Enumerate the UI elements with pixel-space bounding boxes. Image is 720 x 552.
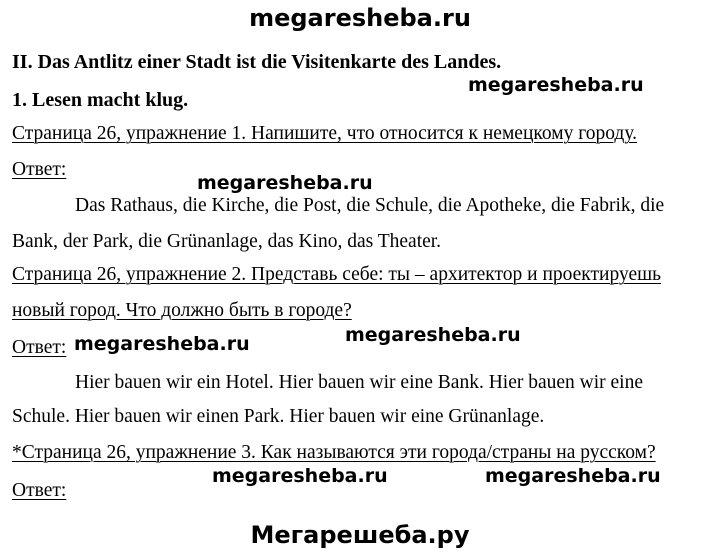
watermark: megaresheba.ru bbox=[468, 74, 644, 96]
watermark: megaresheba.ru bbox=[485, 465, 661, 487]
exercise-3-answer-label: Ответ: bbox=[12, 480, 67, 501]
exercise-3-task: *Страница 26, упражнение 3. Как называются эти города/страны на русском? bbox=[12, 442, 656, 463]
exercise-2-task: Страница 26, упражнение 2. Представь себе: ты – архитектор и проектируешь bbox=[12, 264, 662, 285]
section-title: II. Das Antlitz einer Stadt ist die Visitenkarte des Landes. bbox=[12, 51, 502, 73]
exercise-2-answer-line: Schule. Hier bauen wir einen Park. Hier bauen wir eine Grünanlage. bbox=[12, 406, 545, 427]
subsection-title: 1. Lesen macht klug. bbox=[12, 89, 189, 111]
exercise-1-answer-label: Ответ: bbox=[12, 159, 67, 180]
exercise-1-task: Страница 26, упражнение 1. Напишите, что относится к немецкому городу. bbox=[12, 123, 638, 144]
exercise-1-answer-line: Bank, der Park, die Grünanlage, das Kino, das Theater. bbox=[12, 231, 442, 252]
watermark: megaresheba.ru bbox=[74, 333, 250, 355]
exercise-2-answer-line: Hier bauen wir ein Hotel. Hier bauen wir eine Bank. Hier bauen wir eine bbox=[75, 372, 643, 393]
watermark-bottom: Мегарешеба.ру bbox=[250, 521, 470, 549]
watermark-top: megaresheba.ru bbox=[249, 4, 471, 32]
watermark: megaresheba.ru bbox=[212, 465, 388, 487]
exercise-1-answer-line: Das Rathaus, die Kirche, die Post, die Schule, die Apotheke, die Fabrik, die bbox=[75, 195, 665, 216]
exercise-2-task: новый город. Что должно быть в городе? bbox=[12, 300, 352, 321]
watermark: megaresheba.ru bbox=[345, 324, 521, 346]
watermark: megaresheba.ru bbox=[197, 172, 373, 194]
exercise-2-answer-label: Ответ: bbox=[12, 337, 67, 358]
